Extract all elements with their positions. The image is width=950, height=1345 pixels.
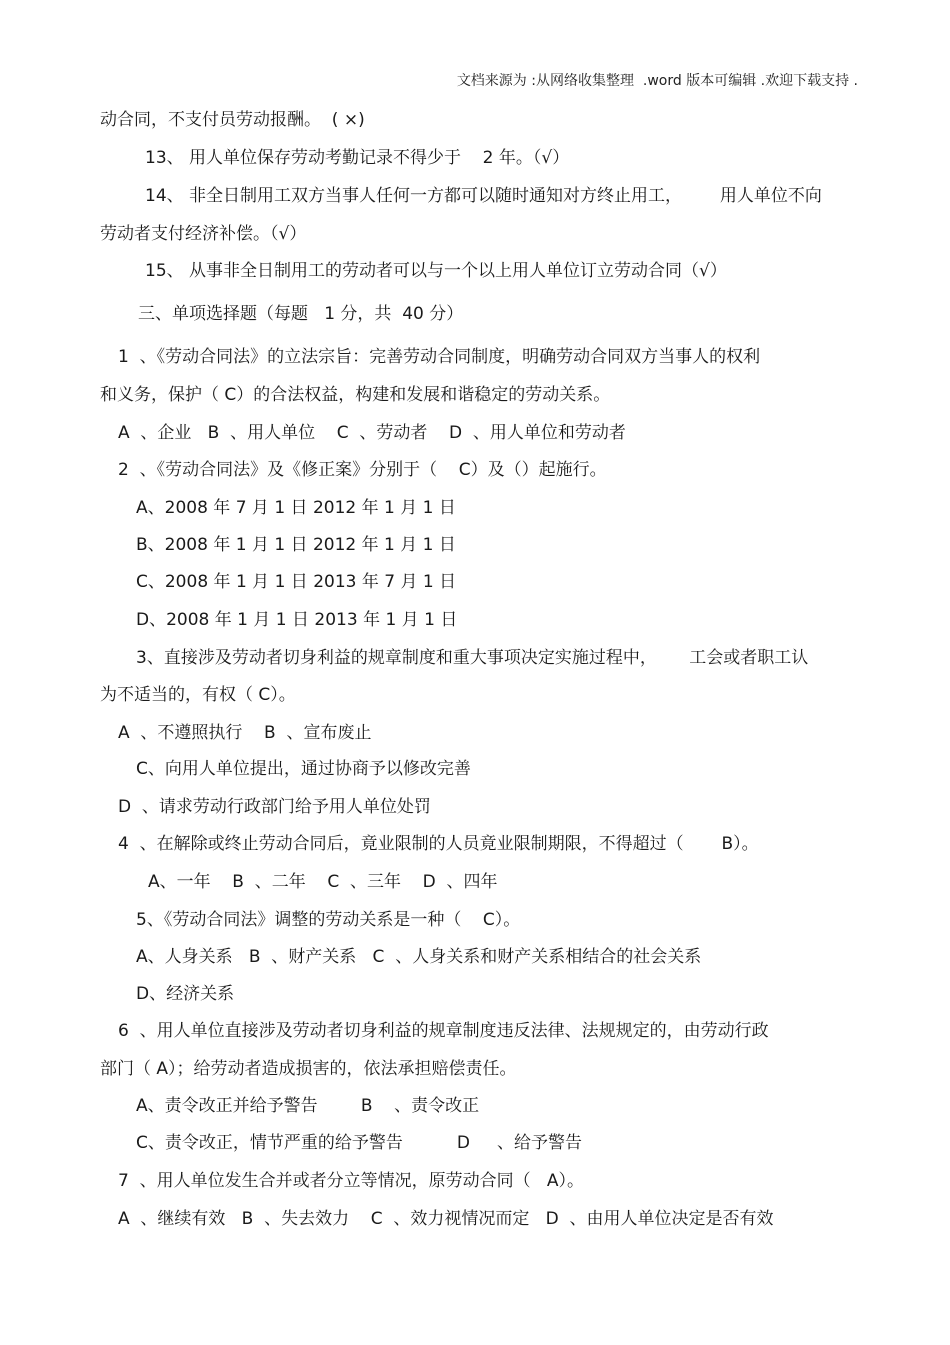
question-text: 和义务，保护（ C）的合法权益，构建和发展和谐稳定的劳动关系。 [100, 385, 611, 405]
question-text: 3、直接涉及劳动者切身利益的规章制度和重大事项决定实施过程中， 工会或者职工认 [136, 648, 809, 668]
question-text: 7 、用人单位发生合并或者分立等情况，原劳动合同（ A）。 [118, 1171, 584, 1191]
text-line: 劳动者支付经济补偿。（√） [100, 224, 307, 244]
section-heading: 三、单项选择题（每题 1 分，共 40 分） [138, 304, 464, 324]
text-line: 15、 从事非全日制用工的劳动者可以与一个以上用人单位订立劳动合同（√） [145, 261, 727, 281]
options-line: A、人身关系 B 、财产关系 C 、人身关系和财产关系相结合的社会关系 [136, 947, 702, 967]
options-line: A 、企业 B 、用人单位 C 、劳动者 D 、用人单位和劳动者 [118, 423, 626, 443]
options-line: A 、继续有效 B 、失去效力 C 、效力视情况而定 D 、由用人单位决定是否有效 [118, 1209, 774, 1229]
option-line: A、2008 年 7 月 1 日 2012 年 1 月 1 日 [136, 498, 456, 518]
text-line: 14、 非全日制用工双方当事人任何一方都可以随时通知对方终止用工， 用人单位不向 [145, 186, 822, 206]
text-line: 13、 用人单位保存劳动考勤记录不得少于 2 年。（√） [145, 148, 570, 168]
question-text: 1 、《劳动合同法》的立法宗旨：完善劳动合同制度，明确劳动合同双方当事人的权利 [118, 347, 761, 367]
options-line: A、一年 B 、二年 C 、三年 D 、四年 [148, 872, 498, 892]
option-line: D、经济关系 [136, 984, 235, 1004]
option-line: C、向用人单位提出，通过协商予以修改完善 [136, 759, 471, 779]
source-note: 文档来源为 :从网络收集整理 .word 版本可编辑 .欢迎下载支持 . [456, 73, 858, 89]
option-line: C、2008 年 1 月 1 日 2013 年 7 月 1 日 [136, 572, 457, 592]
option-line: D 、请求劳动行政部门给予用人单位处罚 [118, 797, 431, 817]
question-text: 5、《劳动合同法》调整的劳动关系是一种（ C）。 [136, 910, 521, 930]
question-text: 6 、用人单位直接涉及劳动者切身利益的规章制度违反法律、法规规定的，由劳动行政 [118, 1021, 769, 1041]
options-line: A、责令改正并给予警告 B 、责令改正 [136, 1096, 480, 1116]
options-line: C、责令改正，情节严重的给予警告 D 、给予警告 [136, 1133, 583, 1153]
question-text: 4 、在解除或终止劳动合同后，竟业限制的人员竟业限制期限，不得超过（ B）。 [118, 834, 759, 854]
option-line: B、2008 年 1 月 1 日 2012 年 1 月 1 日 [136, 535, 456, 555]
question-text: 2 、《劳动合同法》及《修正案》分别于（ C）及（）起施行。 [118, 460, 607, 480]
text-line: 动合同，不支付员劳动报酬。 ( ×) [100, 110, 365, 130]
options-line: A 、不遵照执行 B 、宣布废止 [118, 723, 372, 743]
question-text: 为不适当的，有权（ C）。 [100, 685, 296, 705]
question-text: 部门（ A）；给劳动者造成损害的，依法承担赔偿责任。 [100, 1059, 517, 1079]
option-line: D、2008 年 1 月 1 日 2013 年 1 月 1 日 [136, 610, 458, 630]
